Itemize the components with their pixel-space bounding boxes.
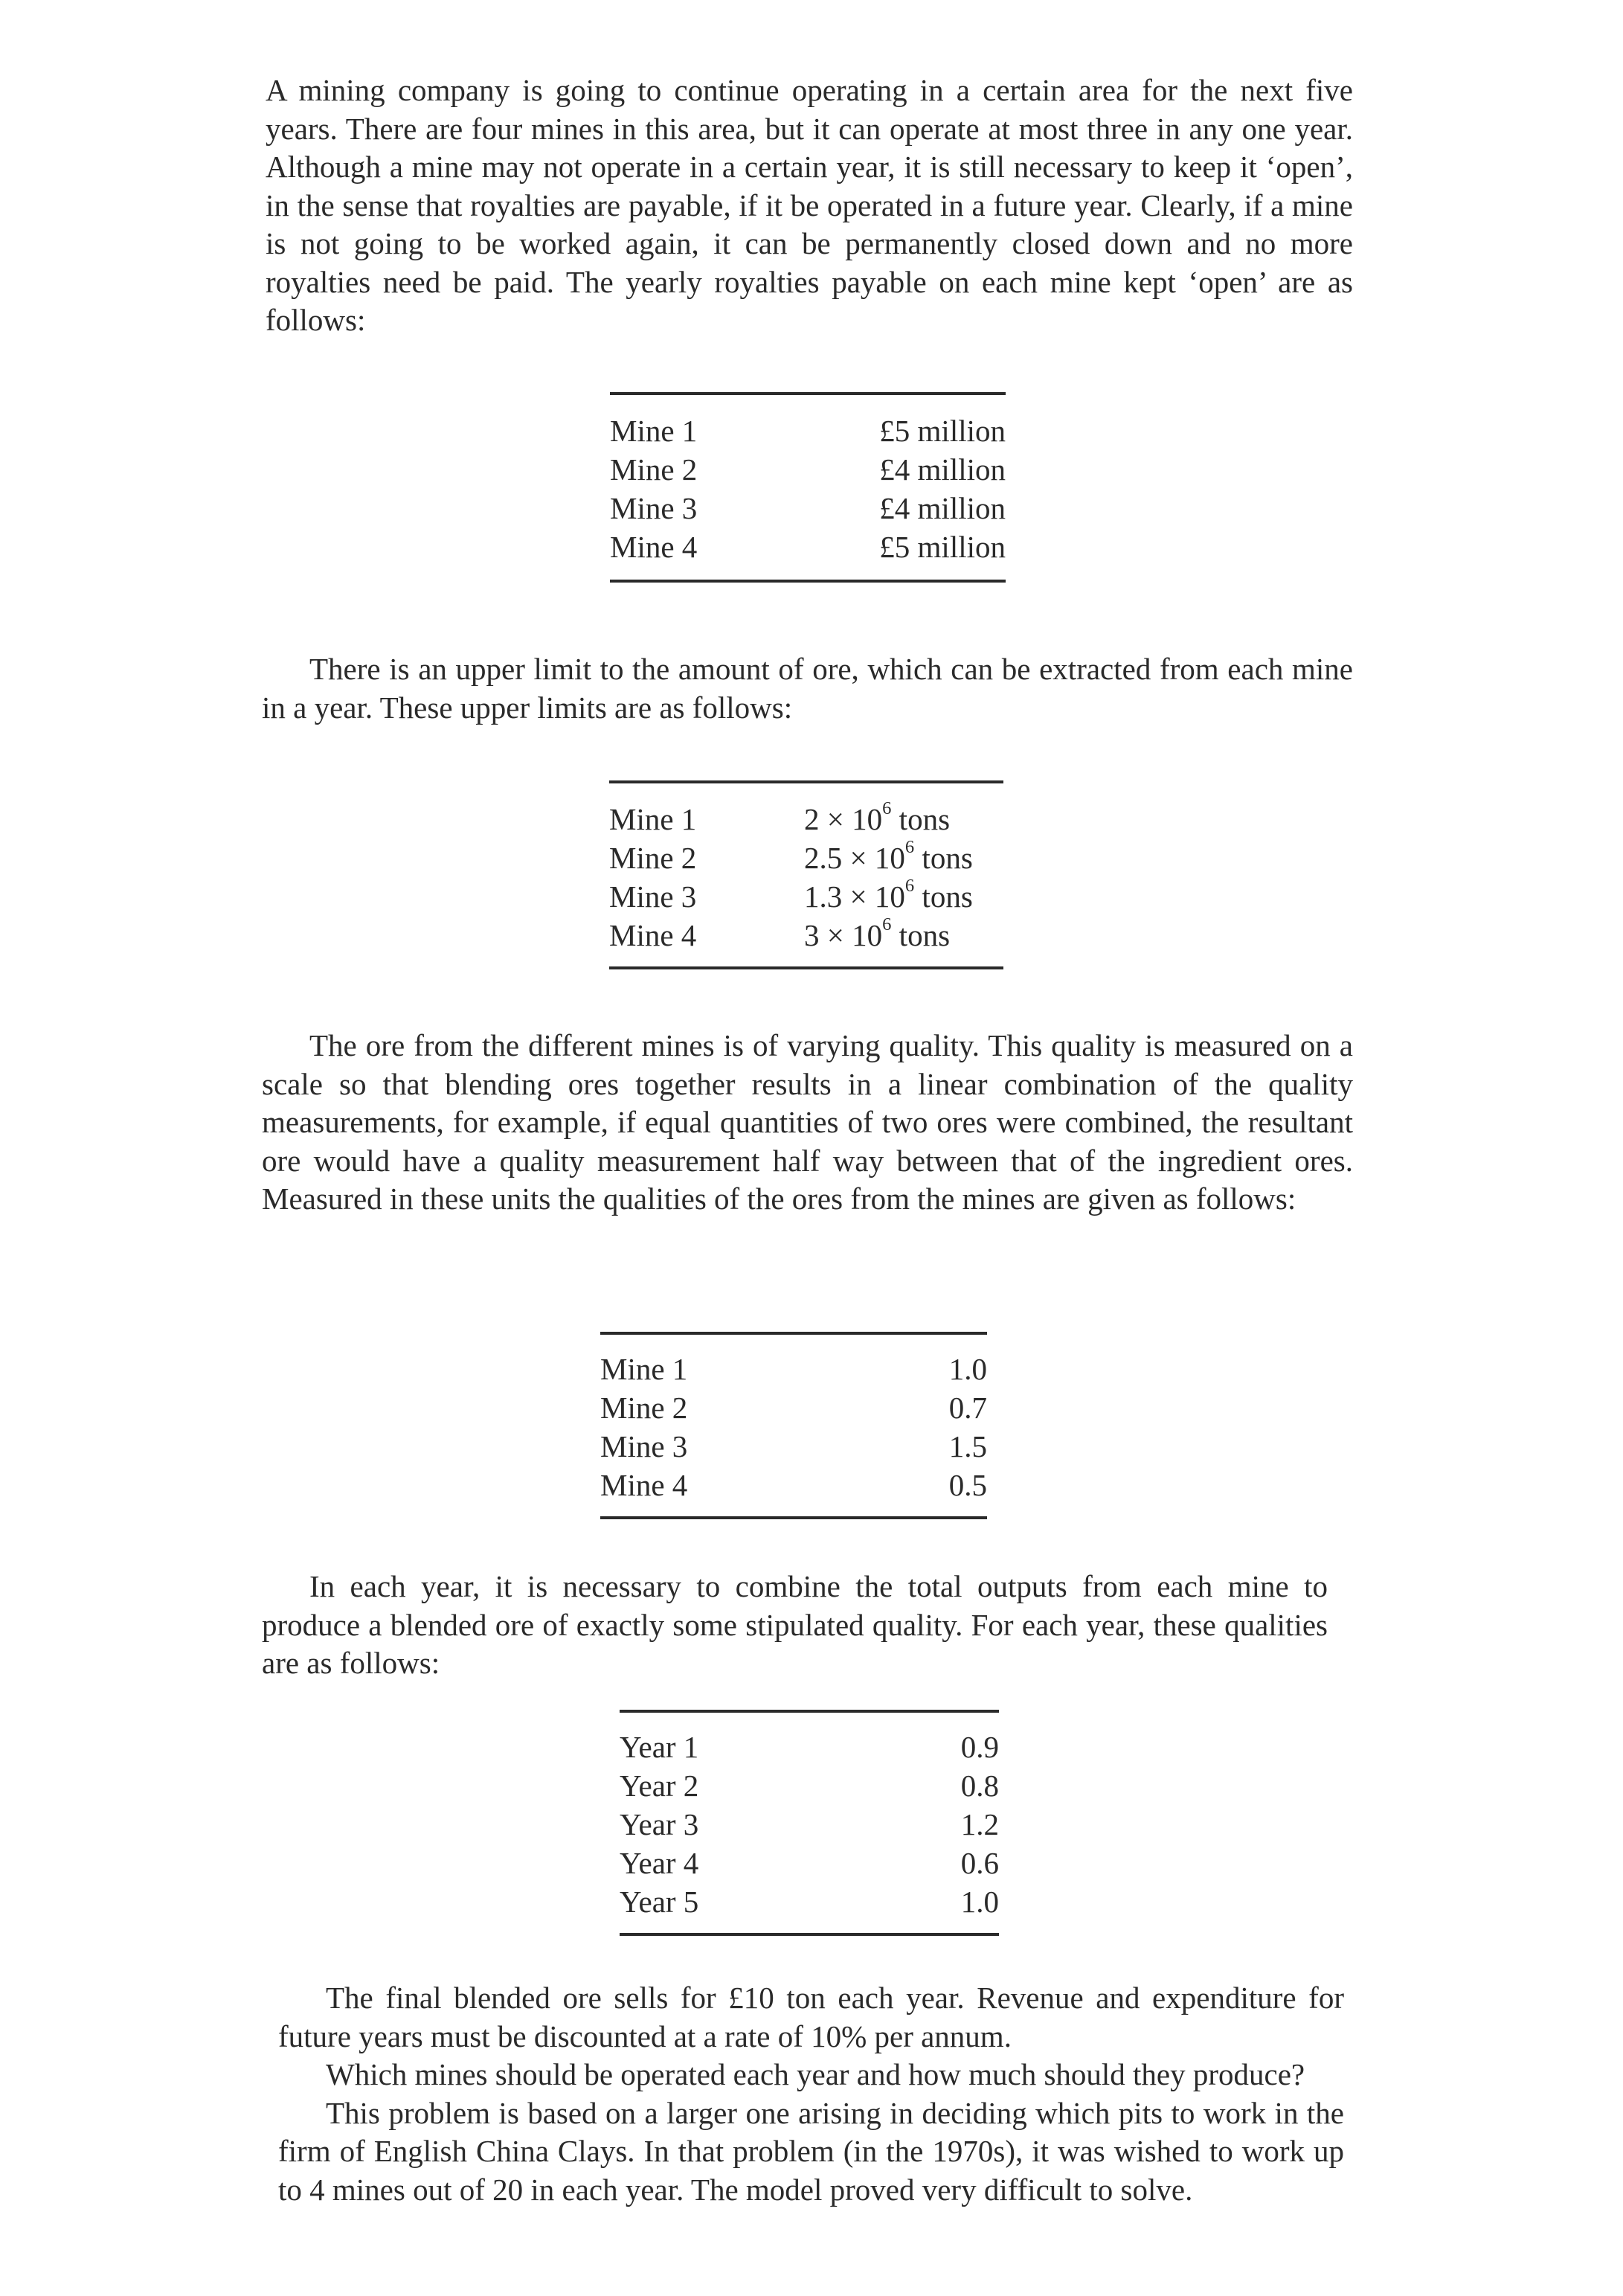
table-row bbox=[620, 1844, 999, 1882]
mine-name: Mine 3 bbox=[609, 879, 697, 914]
quality-paragraph bbox=[262, 1027, 1353, 1219]
mine-name: Mine 1 bbox=[610, 414, 698, 448]
table-row bbox=[600, 1388, 987, 1427]
quality-intro-text: The ore from the different mines is of varying quality. This quality is measured on a scale so that blending ores together results in a linear combination of the quality measurements, for example, if equal quantities of two ores were combined, the resultant ore would have a quality measurement half way between that of the ingredient ores. Measured in these units the qualities of the ores from the mines are given as follows: bbox=[262, 1028, 1353, 1216]
royalties-table bbox=[610, 392, 1006, 583]
year-quality-value: 0.8 bbox=[960, 1769, 999, 1803]
year-quality-table bbox=[620, 1710, 999, 1936]
limit-value: $2 \times 10^6$ tons bbox=[804, 798, 951, 836]
limits-table bbox=[609, 780, 1003, 969]
blend-paragraph bbox=[262, 1568, 1328, 1683]
table-row bbox=[609, 916, 1003, 955]
limit-value: $1.3 \times 10^6$ tons bbox=[804, 876, 973, 914]
mine-name: Mine 1 bbox=[609, 802, 697, 836]
quality-value: 0.7 bbox=[948, 1391, 987, 1425]
year-name: Year 4 bbox=[620, 1846, 699, 1880]
royalty-value: £4 million bbox=[879, 452, 1006, 487]
royalty-value: £4 million bbox=[879, 491, 1006, 525]
year-name: Year 1 bbox=[620, 1730, 699, 1764]
table-row bbox=[609, 800, 1003, 838]
table-row bbox=[610, 411, 1006, 450]
mine-name: Mine 1 bbox=[600, 1352, 688, 1386]
table-row bbox=[610, 527, 1006, 566]
limit-value: $2.5 \times 10^6$ tons bbox=[804, 837, 973, 875]
qualities-table bbox=[600, 1332, 987, 1519]
quality-value: 1.5 bbox=[948, 1429, 987, 1463]
table-row bbox=[609, 838, 1003, 877]
quality-value: 1.0 bbox=[948, 1352, 987, 1386]
mine-name: Mine 4 bbox=[610, 530, 698, 564]
blend-intro-text: In each year, it is necessary to combine the total outputs from each mine to produce a blended ore of exactly some stipulated quality. For each year, these qualities are as follows: bbox=[262, 1569, 1328, 1680]
royalty-value: £5 million bbox=[879, 530, 1006, 564]
table-row bbox=[620, 1766, 999, 1805]
limit-value: $3 \times 10^6$ tons bbox=[804, 914, 951, 952]
year-name: Year 3 bbox=[620, 1807, 699, 1841]
closing-paragraph-3: This problem is based on a larger one arising in deciding which pits to work in the firm of English China Clays. In that problem (in the 1970s), it was wished to work up to 4 mines out of 20 in each year. The model proved very difficult to solve. bbox=[278, 2095, 1344, 2207]
table-row bbox=[609, 877, 1003, 916]
mine-name: Mine 2 bbox=[600, 1391, 688, 1425]
limits-paragraph bbox=[262, 650, 1353, 727]
royalty-value: £5 million bbox=[879, 414, 1006, 448]
closing-section bbox=[278, 1979, 1344, 2209]
table-row bbox=[620, 1805, 999, 1844]
closing-paragraph-2: Which mines should be operated each year and how much should they produce? bbox=[326, 2057, 1305, 2091]
mine-name: Mine 3 bbox=[610, 491, 698, 525]
table-row bbox=[620, 1882, 999, 1921]
year-quality-value: 0.6 bbox=[960, 1846, 999, 1880]
table-row bbox=[610, 489, 1006, 527]
quality-value: 0.5 bbox=[948, 1468, 987, 1502]
intro-paragraph: A mining company is going to continue operating in a certain area for the next five years. There are four mines in this area, but it can operate at most three in any one year. Although a mine may not operate in a certain year, it is still necessary to keep it ‘open’, in the sense that royalties are payable, if it be operated in a future year. Clearly, if a mine is not going to be worked again, it can be permanently closed down and no more royalties need be paid. The yearly royalties payable on each mine kept ‘open’ are as follows: bbox=[266, 73, 1353, 337]
limits-intro-text: There is an upper limit to the amount of ore, which can be extracted from each mine in a year. These upper limits are as follows: bbox=[262, 652, 1353, 725]
mine-name: Mine 2 bbox=[610, 452, 698, 487]
table-row bbox=[600, 1427, 987, 1466]
table-row bbox=[600, 1466, 987, 1504]
year-quality-value: 0.9 bbox=[960, 1730, 999, 1764]
table-row bbox=[600, 1350, 987, 1388]
closing-paragraph-1: The final blended ore sells for £10 ton each year. Revenue and expenditure for future years must be discounted at a rate of 10% per annum. bbox=[278, 1981, 1344, 2053]
table-row bbox=[610, 450, 1006, 489]
year-quality-value: 1.2 bbox=[960, 1807, 999, 1841]
year-name: Year 5 bbox=[620, 1885, 699, 1919]
mine-name: Mine 4 bbox=[600, 1468, 688, 1502]
mine-name: Mine 4 bbox=[609, 918, 697, 952]
year-quality-value: 1.0 bbox=[960, 1885, 999, 1919]
table-row bbox=[620, 1728, 999, 1766]
year-name: Year 2 bbox=[620, 1769, 699, 1803]
mine-name: Mine 2 bbox=[609, 841, 697, 875]
mine-name: Mine 3 bbox=[600, 1429, 688, 1463]
